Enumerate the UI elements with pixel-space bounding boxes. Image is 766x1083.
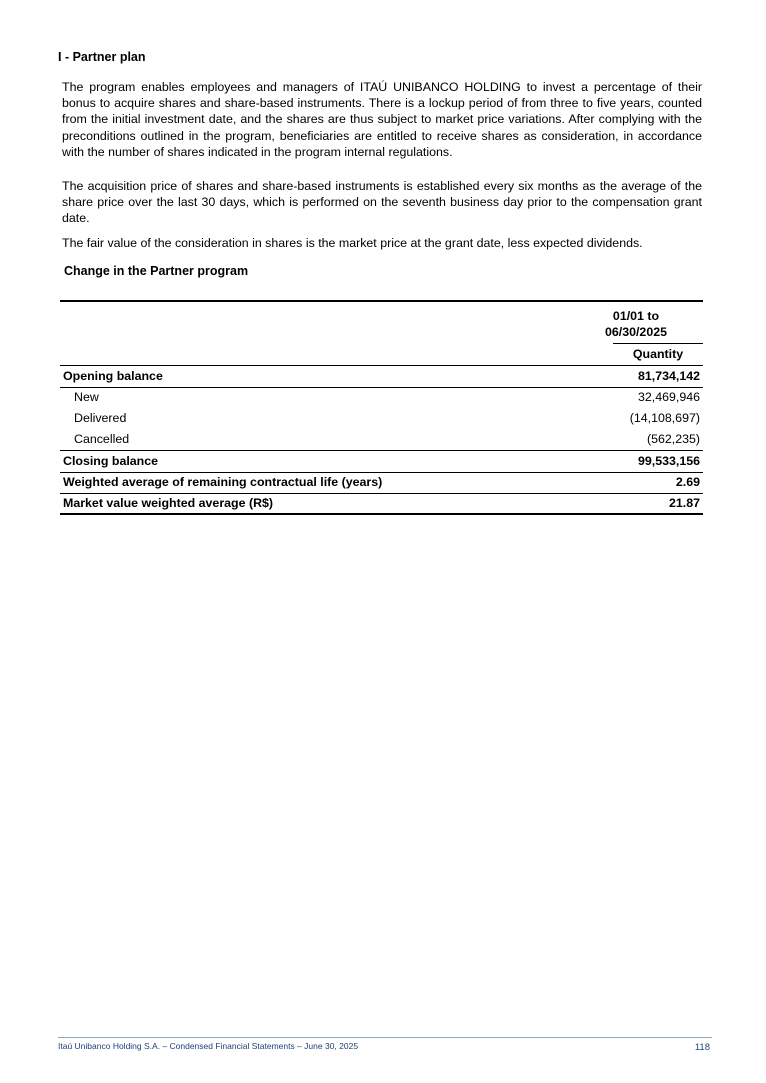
row-label: Cancelled [74,432,130,446]
row-label: New [74,390,99,404]
table-row-new [60,387,703,408]
footer-rule [58,1037,712,1038]
paragraph-program-description: The program enables employees and managers of ITAÚ UNIBANCO HOLDING to invest a percentage of their bonus to acquire shares and share-based instruments. There is a lockup period of from three to five years, counted from the initial investment date, and the shares are thus subject to market price variations. After complying with the preconditions outlined in the program, beneficiaries are entitled to receive shares as consideration, in accordance with the number of shares indicated in the program internal regulations. [62,80,702,159]
table-bottom-rule [60,513,703,515]
row-value: (14,108,697) [629,411,700,425]
row-label: Opening balance [63,369,163,383]
paragraph-fair-value: The fair value of the consideration in shares is the market price at the grant date, less expected dividends. [62,236,643,250]
period-header [591,308,681,340]
table-row-delivered [60,408,703,429]
quantity-column-label: Quantity [632,347,684,361]
row-value: 21.87 [668,496,700,510]
footer-text: Itaú Unibanco Holding S.A. – Condensed Financial Statements – June 30, 2025 [58,1041,359,1051]
period-header-rule [613,343,703,344]
paragraph-acquisition-price: The acquisition price of shares and share-based instruments is established every six months as the average of the share price over the last 30 days, which is performed on the seventh business day prior to the compensation grant date. [62,179,702,226]
table-top-rule [60,300,703,302]
period-header-line2: 06/30/2025 [604,325,667,339]
row-value: 81,734,142 [637,369,700,383]
period-header-line1: 01/01 to [612,309,660,323]
page-number: 118 [694,1042,710,1053]
table-title: Change in the Partner program [64,264,249,278]
row-label: Closing balance [63,454,159,468]
table-row-market-value [60,493,703,514]
row-label: Weighted average of remaining contractual life (years) [63,475,383,489]
section-heading: I - Partner plan [58,50,146,64]
row-value: (562,235) [646,432,700,446]
row-label: Delivered [74,411,127,425]
row-value: 32,469,946 [637,390,700,404]
row-label: Market value weighted average (R$) [63,496,274,510]
table-row-cancelled [60,429,703,450]
table-row-closing-balance [60,451,703,472]
row-value: 99,533,156 [637,454,700,468]
table-row-opening-balance [60,366,703,387]
table-row-weighted-life [60,472,703,493]
row-value: 2.69 [675,475,700,489]
